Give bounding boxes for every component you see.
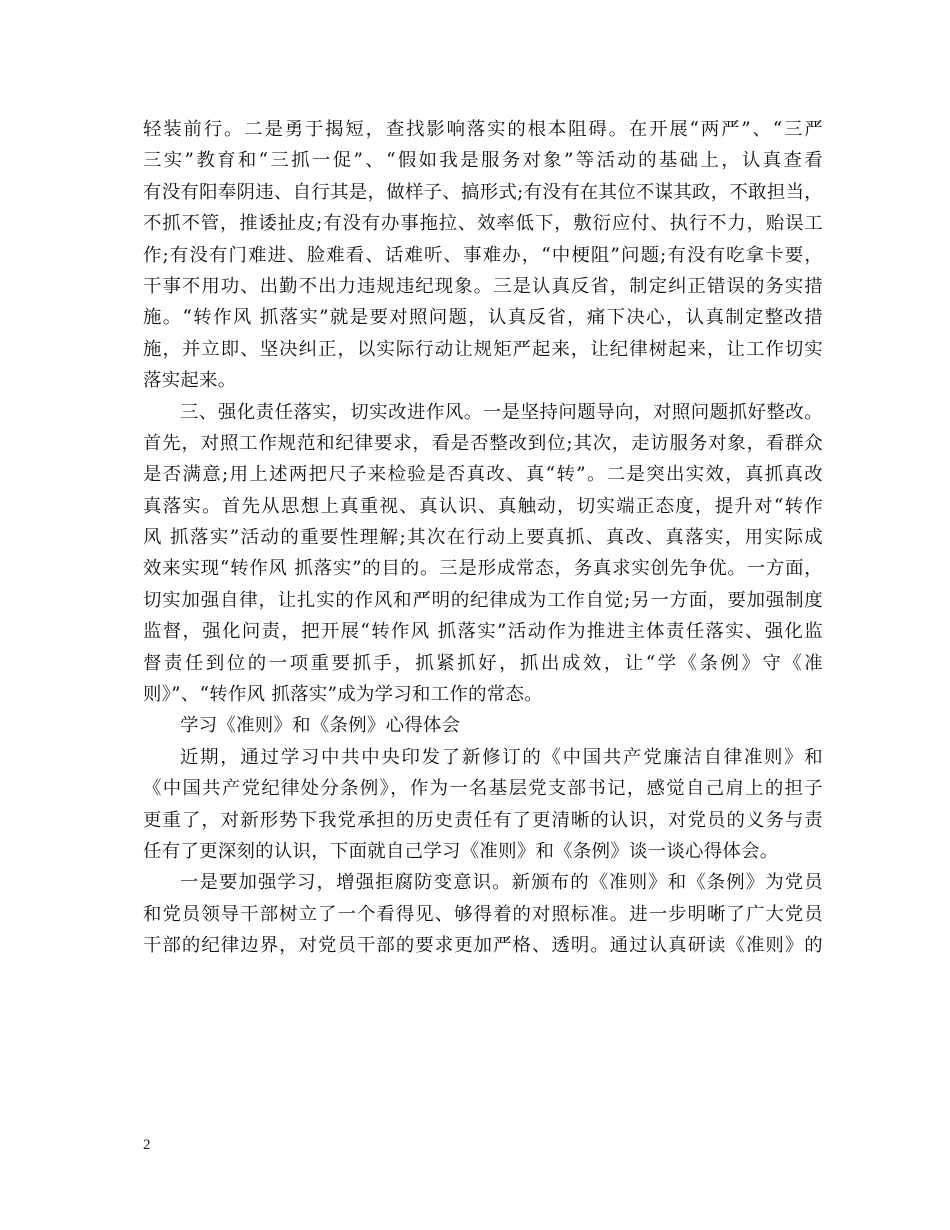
document-body xyxy=(143,114,823,962)
text-line: 《中国共产党纪律处分条例》，作为一名基层党支部书记，感觉自己肩上的担子 xyxy=(143,778,823,800)
text-line: 则》”、“转作风 抓落实”成为学习和工作的常态。 xyxy=(143,684,543,706)
page-number: 2 xyxy=(143,1137,151,1153)
text-line: 效来实现“转作风 抓落实”的目的。三是形成常态，务真求实创先争优。一方面， xyxy=(143,558,823,580)
text-line: 首先，对照工作规范和纪律要求，看是否整改到位;其次，走访服务对象，看群众 xyxy=(143,432,823,454)
text-line: 任有了更深刻的认识，下面就自己学习《准则》和《条例》谈一谈心得体会。 xyxy=(143,840,779,862)
paragraph-start-line: 近期，通过学习中共中央印发了新修订的《中国共产党廉洁自律准则》和 xyxy=(180,746,823,768)
text-line: 干事不用功、出勤不出力违规违纪现象。三是认真反省，制定纠正错误的务实措 xyxy=(143,275,823,297)
text-line: 施。“转作风 抓落实”就是要对照问题，认真反省，痛下决心，认真制定整改措 xyxy=(143,307,823,329)
text-line: 和党员领导干部树立了一个看得见、够得着的对照标准。进一步明晰了广大党员 xyxy=(143,903,823,925)
text-line: 督责任到位的一项重要抓手，抓紧抓好，抓出成效，让“学《条例》守《准 xyxy=(143,652,823,674)
text-line: 作;有没有门难进、脸难看、话难听、事难办，“中梗阻”问题;有没有吃拿卡要， xyxy=(143,244,823,266)
text-line: 干部的纪律边界，对党员干部的要求更加严格、透明。通过认真研读《准则》的 xyxy=(143,935,823,957)
text-line: 轻装前行。二是勇于揭短，查找影响落实的根本阻碍。在开展“两严”、“三严 xyxy=(143,119,823,140)
text-line: 监督，强化问责，把开展“转作风 抓落实”活动作为推进主体责任落实、强化监 xyxy=(143,621,823,643)
paragraph-start-line: 一是要加强学习，增强拒腐防变意识。新颁布的《准则》和《条例》为党员 xyxy=(180,872,823,894)
text-line: 有没有阳奉阴违、自行其是，做样子、搞形式;有没有在其位不谋其政，不敢担当， xyxy=(143,181,823,203)
text-line: 是否满意;用上述两把尺子来检验是否真改、真“转”。二是突出实效，真抓真改 xyxy=(143,464,823,486)
text-line: 更重了，对新形势下我党承担的历史责任有了更清晰的认识，对党员的义务与责 xyxy=(143,809,823,831)
text-line: 三实”教育和“三抓一促”、“假如我是服务对象”等活动的基础上，认真查看 xyxy=(143,150,823,172)
text-line: 风 抓落实”活动的重要性理解;其次在行动上要真抓、真改、真落实，用实际成 xyxy=(143,527,823,549)
text-line: 切实加强自律，让扎实的作风和严明的纪律成为工作自觉;另一方面，要加强制度 xyxy=(143,589,823,611)
text-line: 真落实。首先从思想上真重视、真认识、真触动，切实端正态度，提升对“转作 xyxy=(143,495,823,517)
paragraph-start-line: 三、强化责任落实，切实改进作风。一是坚持问题导向，对照问题抓好整改。 xyxy=(180,401,823,423)
section-heading: 学习《准则》和《条例》心得体会 xyxy=(180,715,461,737)
text-line: 落实起来。 xyxy=(143,370,237,392)
text-line: 施，并立即、坚决纠正，以实际行动让规矩严起来，让纪律树起来，让工作切实 xyxy=(143,338,823,360)
text-line: 不抓不管，推诿扯皮;有没有办事拖拉、效率低下，敷衍应付、执行不力，贻误工 xyxy=(143,213,823,235)
